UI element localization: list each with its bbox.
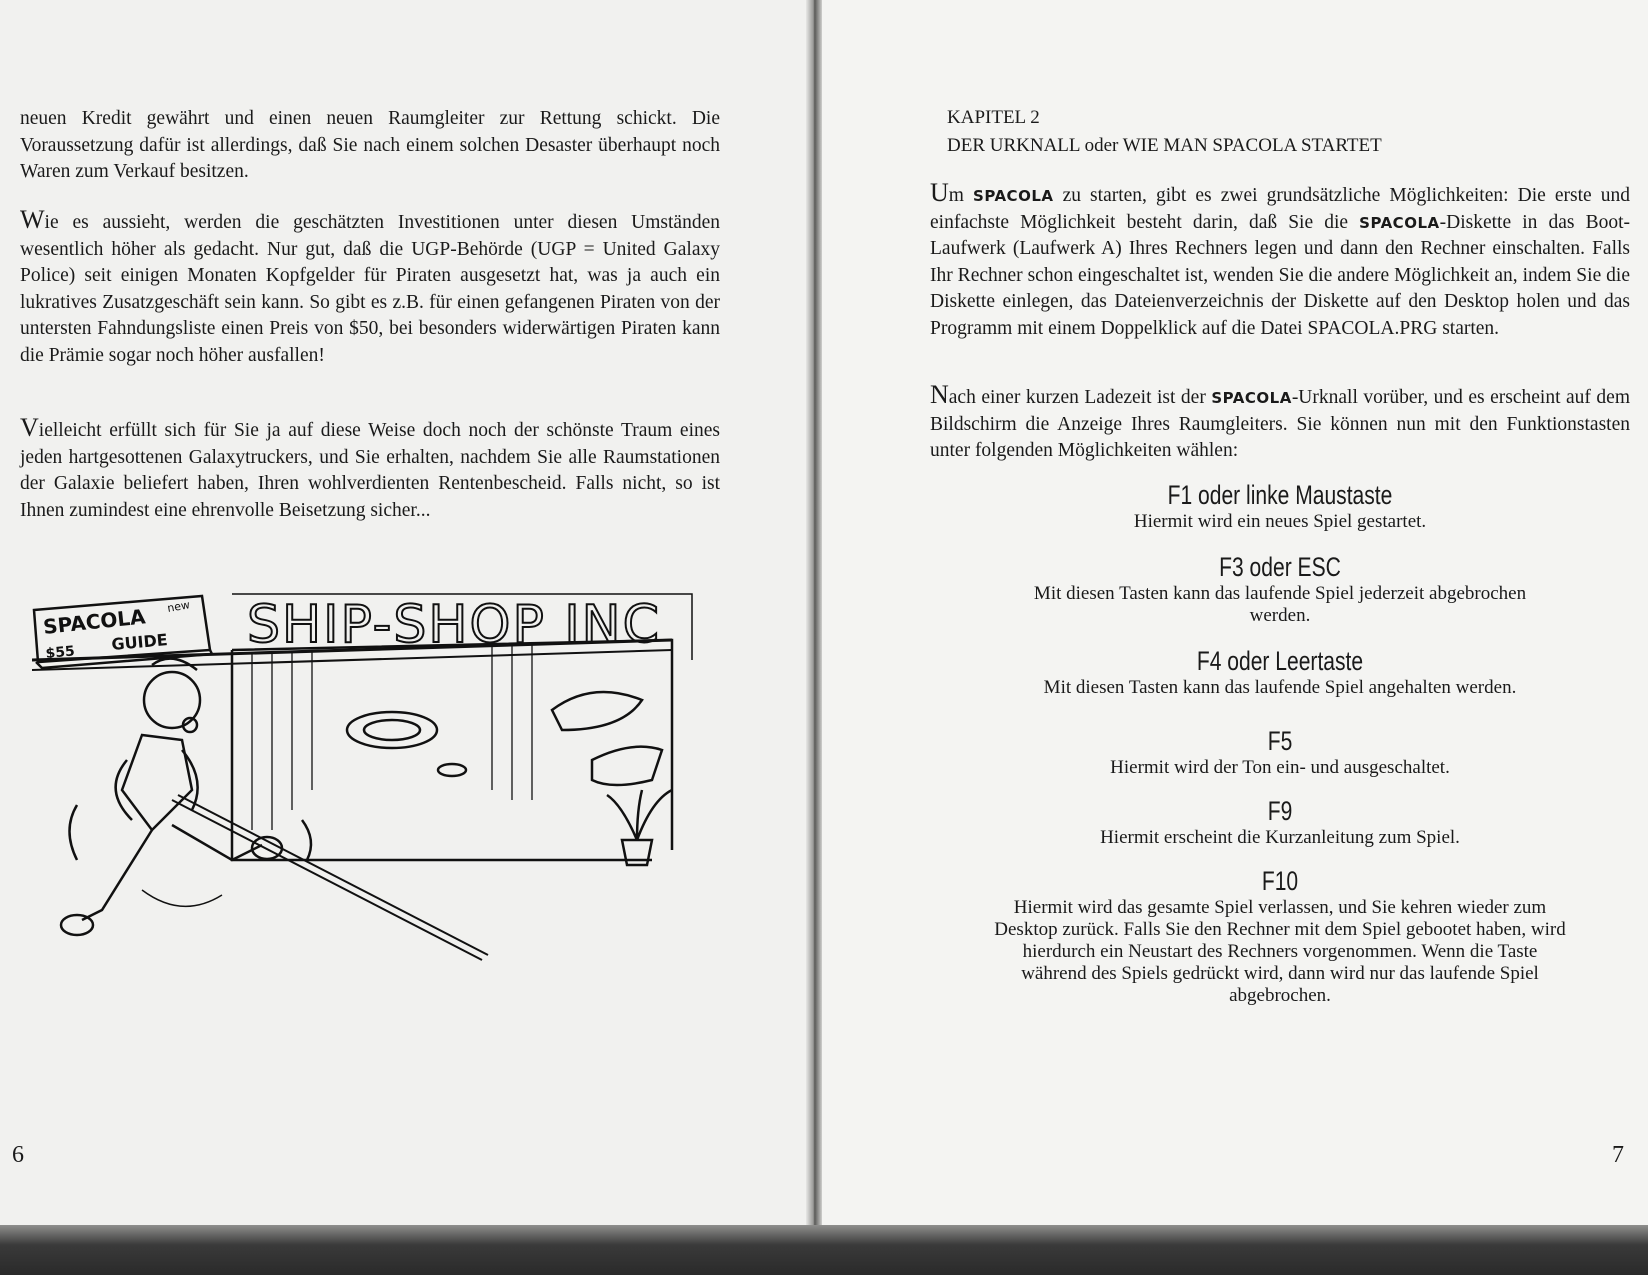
paragraph-text: ach einer kurzen Ladezeit ist der [948,387,1212,408]
key-title: F3 oder ESC [1219,552,1341,582]
key-f10 [930,866,1630,1007]
paragraph-text: -Diskette in das Boot-Laufwerk (Laufwerk A) Ihres Rechners legen und dann den Rechner einschalten. Falls Ihr Rechner schon eingeschaltet ist, wenden Sie die andere Möglichkeit an, indem Sie die Diskette einlegen, das Dateienverzeichnis der Diskette auf den Desktop holen und das Programm mit einem Doppelklick auf die Datei SPACOLA.PRG starten. [930,211,1630,339]
key-title: F1 oder linke Maustaste [1167,480,1393,510]
initial-letter: W [20,205,45,234]
initial-letter: V [20,413,39,442]
key-title: F9 [1267,796,1293,826]
chapter-heading [947,104,1382,160]
paragraph-text: m [948,185,974,206]
key-f1 [930,480,1630,533]
page-number-left: 6 [12,1142,24,1168]
book-gutter [806,0,822,1225]
right-paragraph-2 [930,382,1630,465]
key-description: Hiermit wird ein neues Spiel gestartet. [1133,511,1427,532]
key-title: F4 oder Leertaste [1196,646,1364,676]
key-f4 [930,646,1630,699]
key-f3 [930,552,1630,627]
paragraph-text: -Urknall vorüber, und es erscheint auf dem Bildschirm die Anzeige Ihres Raumgleiters. Sie können nun mit den Funktionstasten unter folgenden Möglichkeiten wählen: [930,387,1630,462]
paragraph-text: ie es aussieht, werden die geschätzten Investitionen unter diesen Umständen wesentlich höher als gedacht. Nur gut, daß die UGP-Behörde (UGP = United Galaxy Police) seit einigen Monaten Kopfgelder für Piraten ausgesetzt hat, was ja auch ein lukratives Zusatzgeschäft sein kann. So gibt es z.B. für einen gefangenen Piraten von der untersten Fahndungsliste einen Preis von $50, bei besonders widerwärtigen Piraten kann die Prämie sogar noch höher ausfallen! [20,212,720,366]
book-badge: new [166,598,191,615]
key-f5 [930,726,1630,779]
key-f9 [930,796,1630,849]
paragraph-text: zu starten, gibt es zwei grundsätzliche Möglichkeiten: Die erste und einfachste Möglichkeit besteht darin, daß Sie die [930,185,1630,233]
left-paragraph-2 [20,207,720,370]
chapter-title: DER URKNALL oder WIE MAN SPACOLA STARTET [947,135,1382,156]
key-description: Mit diesen Tasten kann das laufende Spiel jederzeit abgebrochen werden. [1033,583,1527,626]
left-paragraph-1 [20,106,720,186]
ship-shop-illustration [32,590,712,1010]
scanner-edge [0,1225,1648,1275]
book-price: $55 [44,643,76,662]
left-paragraph-3 [20,415,720,524]
book-title-2: GUIDE [110,630,169,654]
initial-letter: N [930,380,949,409]
spacola-logo: SPACOLA [1211,389,1292,407]
key-title: F10 [1261,866,1299,896]
key-description: Hiermit wird das gesamte Spiel verlassen, und Sie kehren wieder zum Desktop zurück. Falls Sie den Rechner mit dem Spiel gebootet haben, wird hierdurch ein Neustart des Rechners vorgenommen. Wenn die Taste während des Spiels gedrückt wird, dann wird nur das laufende Spiel abgebrochen. [994,897,1566,1006]
key-title: F5 [1267,726,1293,756]
paragraph-text: neuen Kredit gewährt und einen neuen Raumgleiter zur Rettung schickt. Die Voraussetzung dafür ist allerdings, daß Sie nach einem solchen Desaster überhaupt noch Waren zum Verkauf besitzen. [20,108,720,183]
right-paragraph-1 [930,180,1630,343]
book-title-1: SPACOLA [42,604,147,639]
shop-sign: SHIP-SHOP INC [247,595,661,655]
spacola-logo: SPACOLA [973,187,1054,205]
page-number-right: 7 [1612,1142,1624,1168]
paragraph-text: ielleicht erfüllt sich für Sie ja auf diese Weise doch noch der schönste Traum eines jeden hartgesottenen Galaxytruckers, und Sie erhalten, nachdem Sie alle Raumstationen der Galaxie beliefert haben, Ihren wohlverdienten Rentenbescheid. Falls nicht, so ist Ihnen zumindest eine ehrenvolle Beisetzung sicher... [20,420,720,521]
key-description: Hiermit wird der Ton ein- und ausgeschaltet. [1110,757,1450,778]
initial-letter: U [930,178,949,207]
key-description: Hiermit erscheint die Kurzanleitung zum Spiel. [1100,827,1460,848]
spacola-logo: SPACOLA [1359,213,1440,232]
chapter-number: KAPITEL 2 [947,107,1040,128]
key-description: Mit diesen Tasten kann das laufende Spiel angehalten werden. [1043,677,1517,698]
